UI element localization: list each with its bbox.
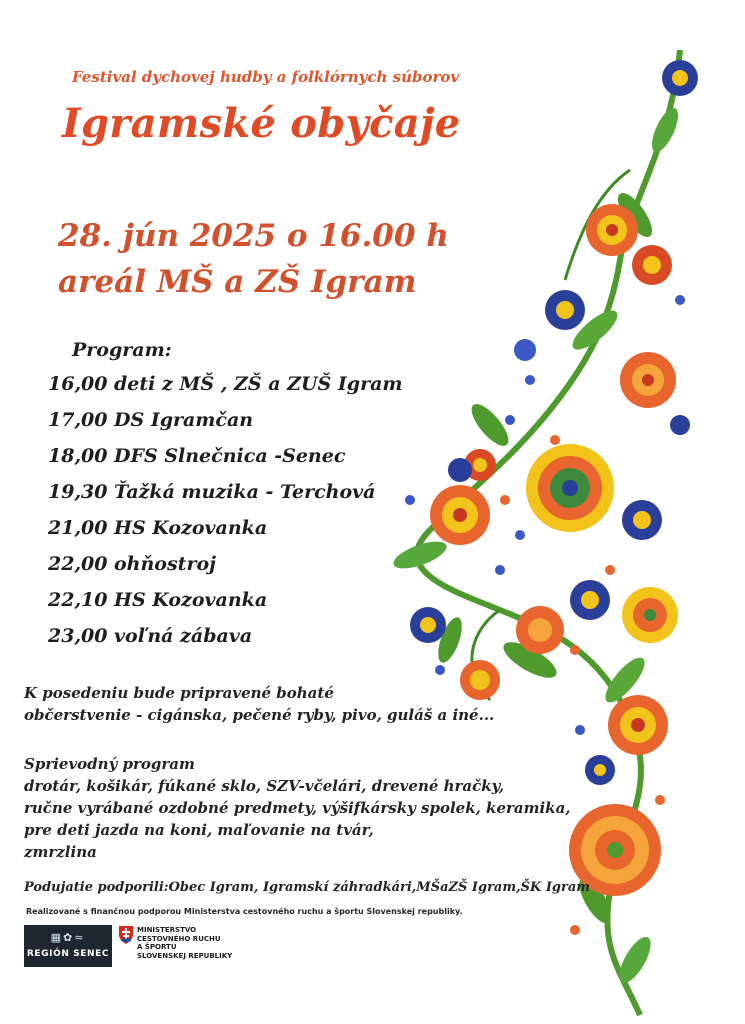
program-time: 19,30	[48, 481, 108, 503]
region-logo-icon: ▦✿≈	[50, 931, 86, 944]
orange-flower-icon	[620, 352, 676, 408]
ministry-line: SLOVENSKEJ REPUBLIKY	[137, 951, 233, 960]
blue-flower-icon	[622, 500, 662, 540]
refreshments-line: K posedeniu bude pripravené bohaté	[24, 684, 334, 702]
program-item	[48, 515, 448, 551]
red-flower-icon	[632, 245, 672, 285]
blue-flower-icon	[662, 60, 698, 96]
side-program-line: ručne vyrábané ozdobné predmety, výšifkársky spolek, keramika,	[24, 799, 571, 817]
program-item	[48, 371, 448, 407]
program-act: ohňostroj	[114, 553, 217, 575]
program-act: HS Kozovanka	[114, 517, 268, 539]
program-time: 22,00	[48, 553, 108, 575]
slovak-coat-of-arms-icon	[118, 925, 134, 945]
large-yellow-flower-icon	[526, 444, 614, 532]
program-act: HS Kozovanka	[114, 589, 268, 611]
program-item	[48, 587, 448, 623]
program-heading: Program:	[72, 339, 172, 361]
program-item	[48, 407, 448, 443]
event-date-time: 28. jún 2025 o 16.00 h	[58, 218, 449, 254]
program-time: 18,00	[48, 445, 108, 467]
side-program-line: pre deti jazda na koni, maľovanie na tvár,	[24, 821, 374, 839]
ministry-logo-text	[137, 926, 232, 960]
event-venue: areál MŠ a ZŠ Igram	[58, 264, 417, 300]
side-program	[24, 753, 584, 863]
program-item	[48, 443, 448, 479]
program-item	[48, 551, 448, 587]
blue-flower-icon	[670, 415, 690, 435]
blue-flower-icon	[570, 580, 610, 620]
funding-note: Realizované s finančnou podporou Ministerstva cestovného ruchu a športu Slovenskej republiky.	[26, 907, 463, 916]
orange-flower-icon	[586, 204, 638, 256]
orange-flower-icon	[608, 695, 668, 755]
program-list	[48, 371, 448, 659]
program-time: 21,00	[48, 517, 108, 539]
region-senec-logo	[24, 925, 112, 967]
program-time: 23,00	[48, 625, 108, 647]
festival-title: Igramské obyčaje	[62, 100, 461, 147]
program-time: 16,00	[48, 373, 108, 395]
blue-flower-icon	[585, 755, 615, 785]
program-act: voľná zábava	[114, 625, 253, 647]
festival-subtitle: Festival dychovej hudby a folklórnych súborov	[72, 68, 460, 86]
program-item	[48, 479, 448, 515]
side-program-heading: Sprievodný program	[24, 755, 195, 773]
ministry-line: A ŠPORTU	[137, 943, 177, 951]
blue-flower-icon	[545, 290, 585, 330]
blue-flower-icon	[514, 339, 536, 361]
program-act: Ťažká muzika - Terchová	[114, 481, 376, 503]
ministry-line: CESTOVNÉHO RUCHU	[137, 934, 221, 943]
supporters-line: Podujatie podporili:Obec Igram, Igramskí záhradkári,MŠaZŠ Igram,ŠK Igram	[24, 880, 591, 895]
program-act: DS Igramčan	[114, 409, 254, 431]
refreshments-line: občerstvenie - cigánska, pečené ryby, pivo, guláš a iné...	[24, 706, 495, 724]
blue-flower-icon	[448, 458, 472, 482]
program-act: deti z MŠ , ZŠ a ZUŠ Igram	[114, 373, 403, 395]
program-time: 22,10	[48, 589, 108, 611]
ministry-line: MINISTERSTVO	[137, 926, 197, 934]
program-item	[48, 623, 448, 659]
orange-flower-icon	[516, 606, 564, 654]
side-program-line: zmrzlina	[24, 843, 97, 861]
orange-flower-icon	[622, 587, 678, 643]
program-time: 17,00	[48, 409, 108, 431]
refreshments-note	[24, 682, 494, 726]
program-act: DFS Slnečnica -Senec	[114, 445, 346, 467]
side-program-line: drotár, košikár, fúkané sklo, SZV-včelári, drevené hračky,	[24, 777, 505, 795]
region-logo-text: REGIÓN SENEC	[26, 949, 110, 959]
